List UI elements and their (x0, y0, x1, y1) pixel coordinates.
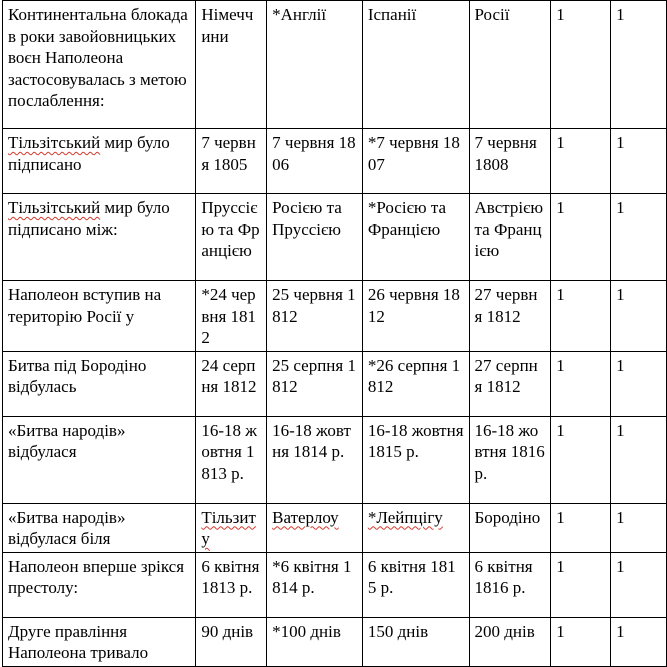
question-cell: Тільзітський мир було підписано між: (3, 194, 196, 281)
question-cell: Наполеон вступив на територію Росії у (3, 281, 196, 352)
score-cell: 1 (611, 129, 667, 194)
question-cell: Наполеон вперше зрікся престолу: (3, 552, 196, 617)
table-row (3, 552, 667, 617)
option-b-cell: 7 червня 1806 (267, 129, 363, 194)
score-cell: 1 (551, 194, 611, 281)
table-row (3, 503, 667, 552)
option-d-cell: 27 серпня 1812 (469, 351, 551, 416)
spellcheck-word: Тільзиту (201, 507, 256, 548)
option-a-cell: *24 червня 1812 (196, 281, 267, 352)
question-cell: «Битва народів» відбулася біля (3, 503, 196, 552)
option-b-cell: 16-18 жовтня 1814 р. (267, 416, 363, 503)
score-cell: 1 (551, 503, 611, 552)
option-b-cell: 25 червня 1812 (267, 281, 363, 352)
option-c-cell: *Росією та Францією (362, 194, 469, 281)
option-b-cell (267, 503, 363, 552)
score-cell: 1 (551, 416, 611, 503)
score-cell: 1 (611, 1, 667, 129)
option-c-cell: *26 серпня 1812 (362, 351, 469, 416)
score-cell: 1 (611, 617, 667, 666)
option-a-cell: Німеччини (196, 1, 267, 129)
option-a-cell: 90 днів (196, 617, 267, 666)
option-d-cell: 27 червня 1812 (469, 281, 551, 352)
score-cell: 1 (551, 617, 611, 666)
option-c-cell: 26 червня 1812 (362, 281, 469, 352)
score-cell: 1 (611, 416, 667, 503)
score-cell: 1 (611, 503, 667, 552)
table-row (3, 129, 667, 194)
question-cell: Битва під Бородіно відбулась (3, 351, 196, 416)
score-cell: 1 (611, 194, 667, 281)
score-cell: 1 (551, 552, 611, 617)
spellcheck-word: Ватерлоу (272, 507, 339, 527)
option-a-cell: Пруссією та Францією (196, 194, 267, 281)
score-cell: 1 (611, 552, 667, 617)
option-a-cell: 6 квітня 1813 р. (196, 552, 267, 617)
option-c-cell: 150 днів (362, 617, 469, 666)
score-cell: 1 (551, 351, 611, 416)
option-d-cell: 7 червня 1808 (469, 129, 551, 194)
option-a-cell (196, 503, 267, 552)
question-cell: Друге правління Наполеона тривало (3, 617, 196, 666)
question-cell: «Битва народів» відбулася (3, 416, 196, 503)
table-row (3, 1, 667, 129)
table-row (3, 416, 667, 503)
option-c-cell: Іспанії (362, 1, 469, 129)
option-c-cell: 6 квітня 1815 р. (362, 552, 469, 617)
option-a-cell: 7 червня 1805 (196, 129, 267, 194)
option-b-cell: 25 серпня 1812 (267, 351, 363, 416)
option-b-cell: Росією та Пруссією (267, 194, 363, 281)
question-cell: Континентальна блокада в роки завойовницьких воєн Наполеона застосовувалась з метою послаблення: (3, 1, 196, 129)
spellcheck-word: *Лейпцігу (367, 507, 443, 527)
option-d-cell: Росії (469, 1, 551, 129)
option-d-cell: 200 днів (469, 617, 551, 666)
score-cell: 1 (551, 281, 611, 352)
score-cell: 1 (551, 1, 611, 129)
question-cell: Тільзітський мир було підписано (3, 129, 196, 194)
option-b-cell: *Англії (267, 1, 363, 129)
table-row (3, 194, 667, 281)
option-d-cell: Бородіно (469, 503, 551, 552)
quiz-table (2, 0, 667, 667)
option-b-cell: *6 квітня 1814 р. (267, 552, 363, 617)
option-d-cell: 16-18 жовтня 1816 р. (469, 416, 551, 503)
option-a-cell: 16-18 жовтня 1813 р. (196, 416, 267, 503)
option-b-cell: *100 днів (267, 617, 363, 666)
option-c-cell: 16-18 жовтня 1815 р. (362, 416, 469, 503)
option-c-cell (362, 503, 469, 552)
table-row (3, 351, 667, 416)
option-c-cell: *7 червня 1807 (362, 129, 469, 194)
score-cell: 1 (611, 351, 667, 416)
score-cell: 1 (611, 281, 667, 352)
option-d-cell: 6 квітня 1816 р. (469, 552, 551, 617)
spellcheck-word: Тільзітський (8, 198, 101, 217)
option-a-cell: 24 серпня 1812 (196, 351, 267, 416)
table-row (3, 281, 667, 352)
table-row (3, 617, 667, 666)
spellcheck-word: Тільзітський (8, 133, 101, 152)
score-cell: 1 (551, 129, 611, 194)
option-d-cell: Австрією та Францією (469, 194, 551, 281)
